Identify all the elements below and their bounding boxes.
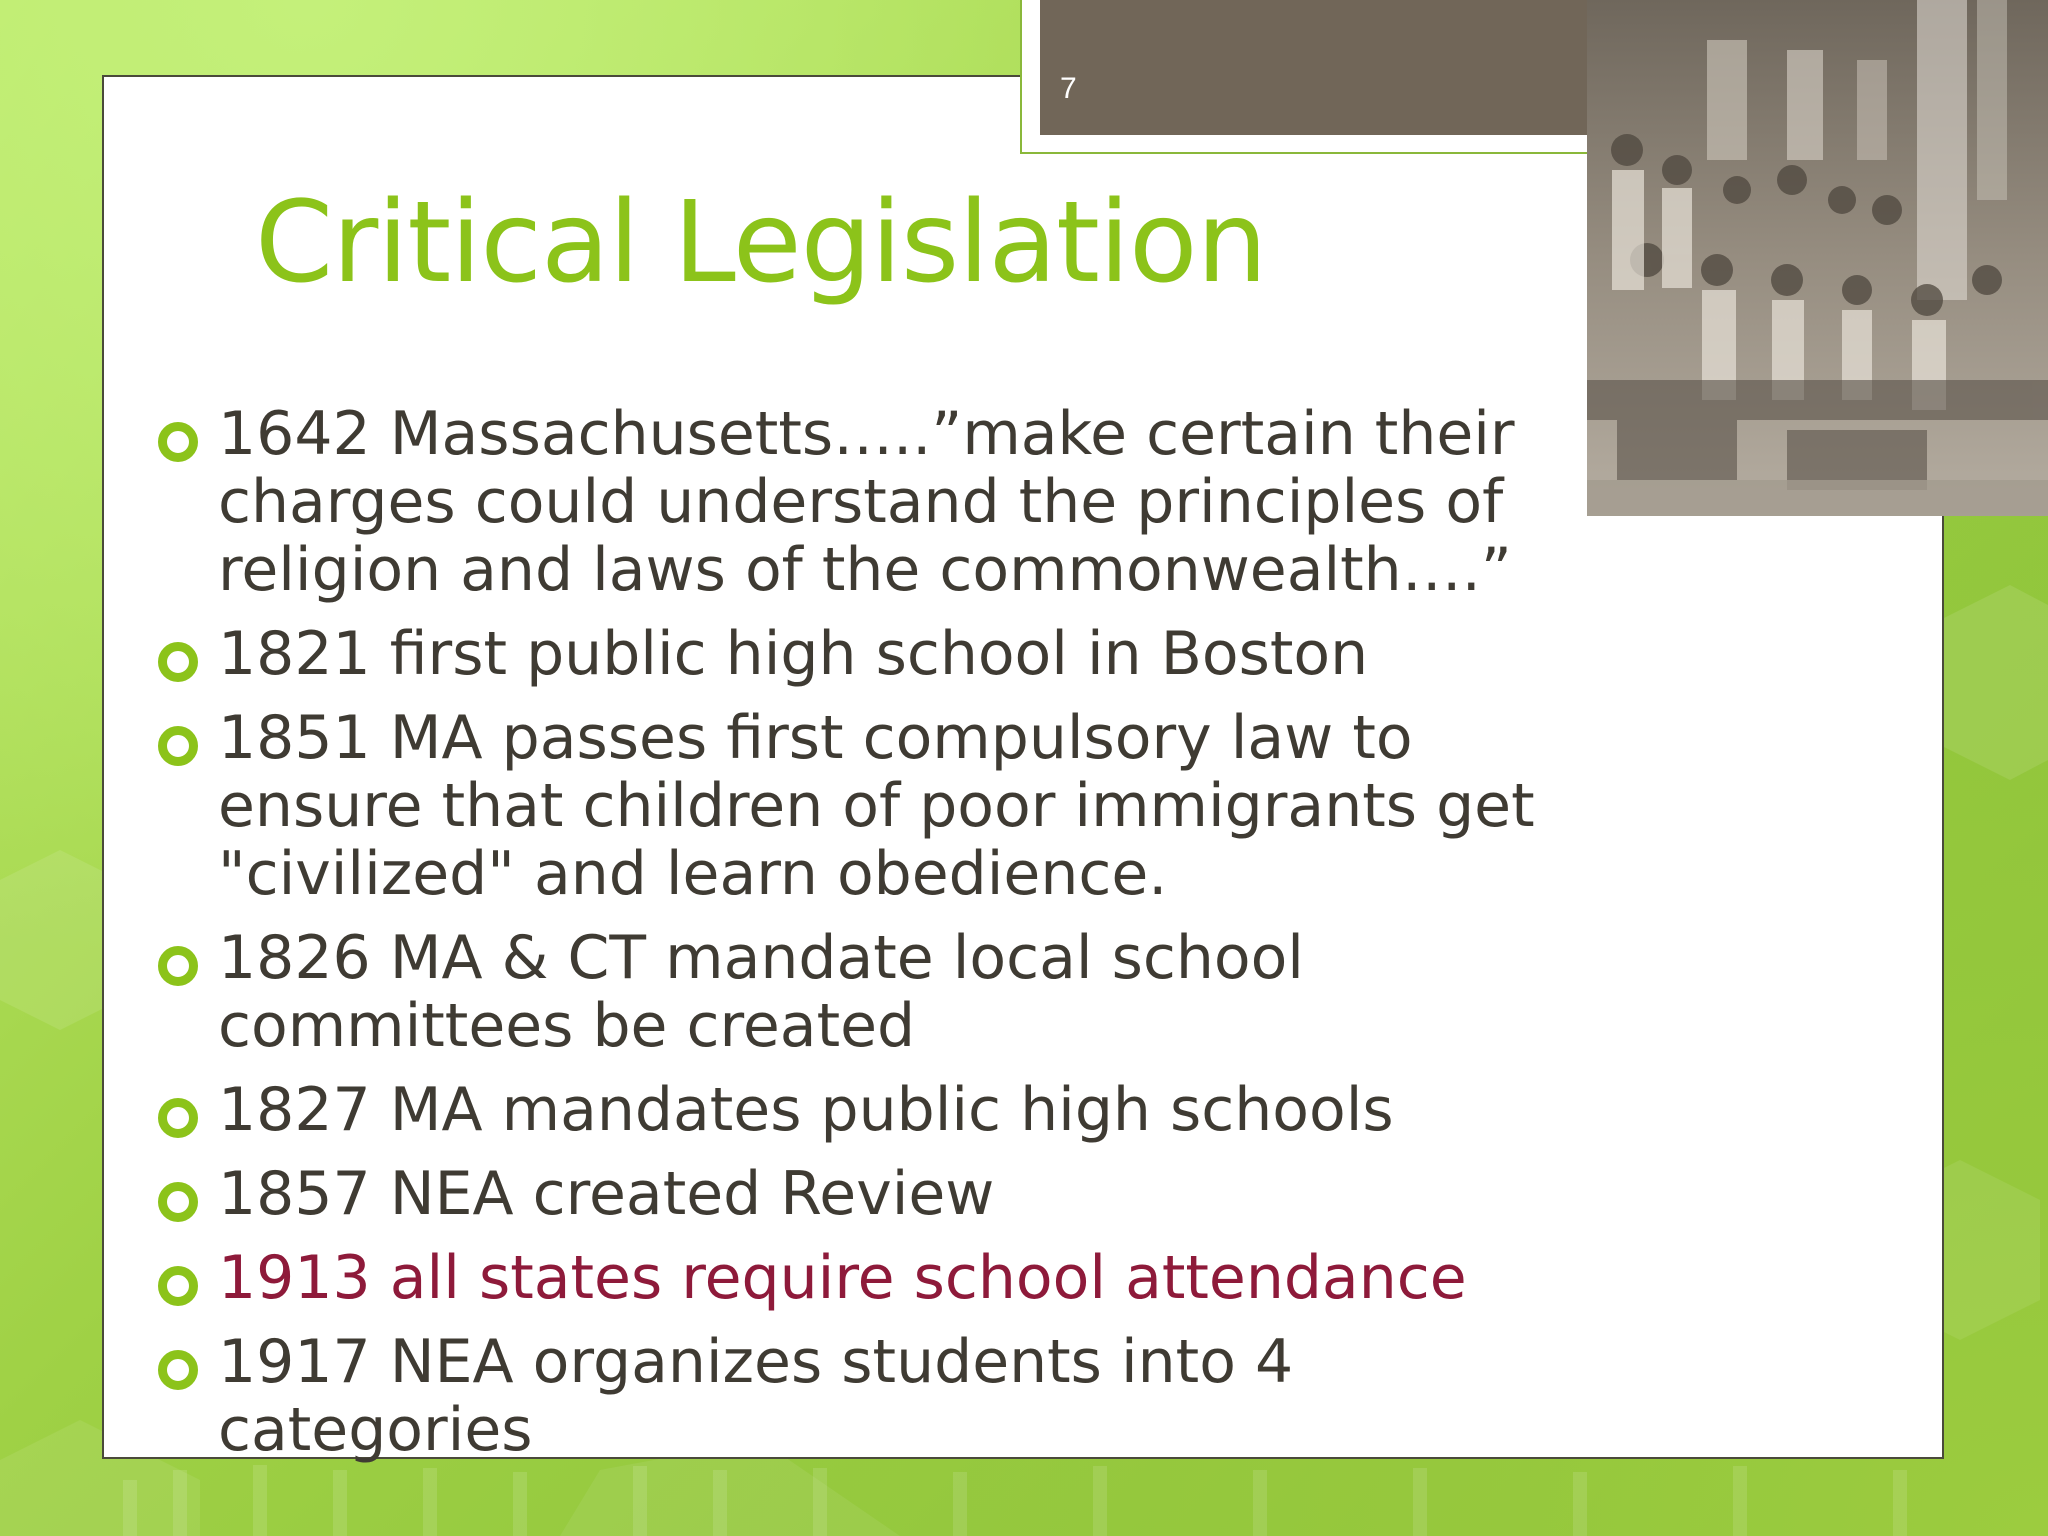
list-item — [150, 620, 1610, 688]
list-item — [150, 924, 1610, 1060]
slide-number: 7 — [1060, 72, 1077, 105]
bullet-circle-icon — [158, 1098, 198, 1138]
bullet-circle-icon — [158, 726, 198, 766]
bullet-text: 1917 NEA organizes students into 4 categories — [218, 1327, 1294, 1465]
bullet-text: 1857 NEA created Review — [218, 1159, 995, 1229]
slide-number-box — [1040, 0, 1638, 135]
bullet-circle-icon — [158, 1350, 198, 1390]
bullet-text: 1827 MA mandates public high schools — [218, 1075, 1394, 1145]
list-item — [150, 400, 1610, 604]
bullet-text: 1642 Massachusetts…..”make certain their charges could understand the principles of religion and laws of the commonwealth….” — [218, 399, 1515, 605]
bullet-text: 1851 MA passes first compulsory law to ensure that children of poor immigrants get "civilized" and learn obedience. — [218, 703, 1535, 909]
classroom-photo — [1587, 0, 2048, 516]
slide-title: Critical Legislation — [255, 178, 1267, 308]
list-item — [150, 1328, 1610, 1464]
bullet-circle-icon — [158, 422, 198, 462]
bullet-list — [150, 400, 1610, 1480]
bullet-circle-icon — [158, 1182, 198, 1222]
bullet-circle-icon — [158, 1266, 198, 1306]
bullet-text: 1821 first public high school in Boston — [218, 619, 1369, 689]
bullet-circle-icon — [158, 946, 198, 986]
bullet-text: 1826 MA & CT mandate local school committees be created — [218, 923, 1304, 1061]
list-item — [150, 1160, 1610, 1228]
list-item — [150, 1076, 1610, 1144]
bullet-text: 1913 all states require school attendance — [218, 1243, 1467, 1313]
bullet-circle-icon — [158, 642, 198, 682]
list-item-highlighted — [150, 1244, 1610, 1312]
list-item — [150, 704, 1610, 908]
